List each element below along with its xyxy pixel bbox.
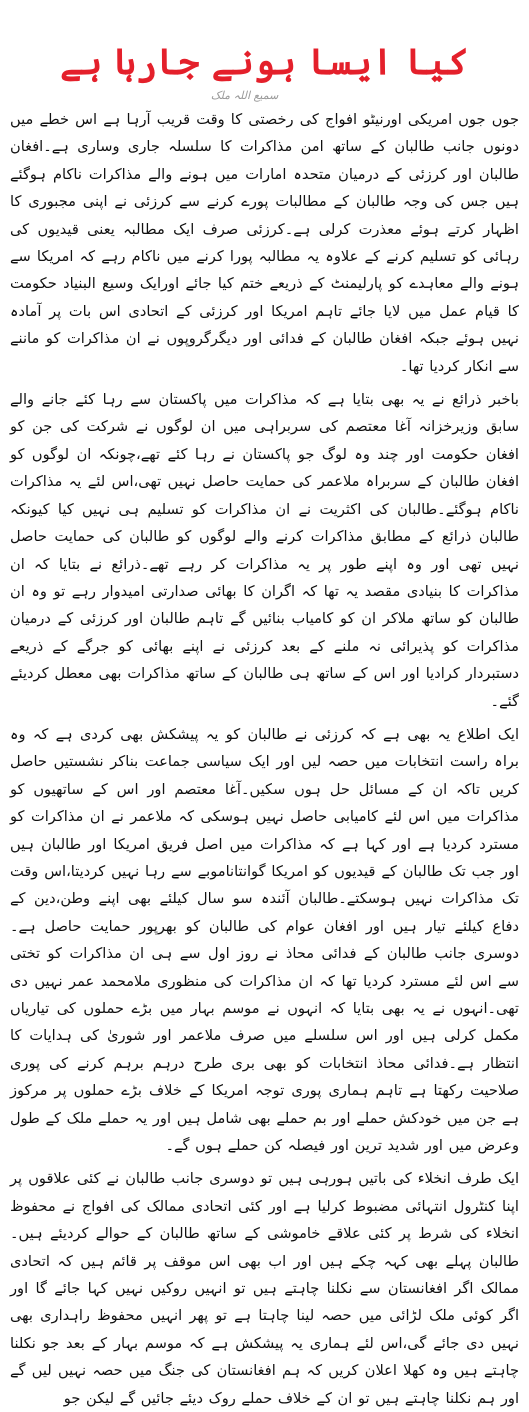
article-paragraph-4: ایک طرف انخلاء کی باتیں ہورہی ہیں تو دوسری جانب طالبان نے کئی علاقوں پر اپنا کنٹرول انتہائی مضبوط کرلیا ہے اور کئی اتحادی ممالک کی افواج نے محفوظ انخلاء کی شرط پر کئی علاقے خاموشی کے ساتھ طالبان کے حوالے کردیئے ہیں۔طالبان پہلے بھی کہہ چکے ہیں اور اب بھی اس موقف پر قائم ہیں کہ اتحادی ممالک اگر افغانستان سے نکلنا چاہتے ہیں تو انہیں روکیں نہیں کہا جائے گا اور اگر کوئی ملک لڑائی میں حصہ لینا چاہتا ہے تو پھر انہیں محفوظ راہداری بھی نہیں دی جائے گی،اس لئے ہماری یہ پیشکش ہے کہ موسم بہار کے بعد جو نکلنا چاہتے ہیں وہ کھلا اعلان کریں کہ ہم افغانستان کی جنگ میں حصہ نہیں لیں گے اور ہم نکلنا چاہتے ہیں تو ان کے خلاف حملے روک دیئے جائیں گے لیکن جو — [10, 1170, 519, 1407]
article-author: سمیع اللہ ملک — [210, 89, 279, 102]
article-paragraph-1: جوں جوں امریکی اورنیٹو افواج کی رخصتی کا وقت قریب آرہا ہے اس خطے میں دونوں جانب طالبان کے ساتھ امن مذاکرات کا سلسلہ جاری وساری ہے۔افغان طالبان اور کرزئی کے درمیان متحدہ امارات میں ہونے والے مذاکرات ناکام ہوگئے ہیں جس کی وجہ طالبان کے مطالبات پورے کرنے سے کرزئی نے اپنی مجبوری کا اظہار کرتے ہوئے معذرت کرلی ہے۔کرزئی صرف ایک مطالبہ یعنی قیدیوں کی رہائی کو تسلیم کرنے کے علاوہ یہ مطالبہ پورا کرنے میں ناکام رہے کہ امریکا سے ہونے والے معاہدے کو پارلیمنٹ کے ذریعے ختم کیا جائے اورایک وسیع البنیاد حکومت کا قیام عمل میں لایا جائے تاہم امریکا اور کرزئی کے اتحادی اس بات پر آمادہ نہیں ہوئے جبکہ افغان طالبان کے فدائی اور دیگرگروپوں نے ان مذاکرات کو ماننے سے انکار کردیا تھا۔ — [10, 111, 519, 375]
article-paragraph-3: ایک اطلاع یہ بھی ہے کہ کرزئی نے طالبان کو یہ پیشکش بھی کردی ہے کہ وہ براہ راست انتخابات میں حصہ لیں اور ایک سیاسی جماعت بناکر نشستیں حاصل کریں تاکہ ان کے مسائل حل ہوں سکیں۔آغا معتصم اور اس کے ساتھیوں کو مذاکرات میں اس لئے کامیابی حاصل نہیں ہوسکی کہ ملاعمر نے ان مذاکرات کو مسترد کردیا ہے اور کہا ہے کہ مذاکرات میں اصل فریق امریکا اور طالبان ہیں اور جب تک طالبان کے قیدیوں کو امریکا گوانتاناموبے سے رہا نہیں کردیتا،اس وقت تک مذاکرات نہیں ہوسکتے۔طالبان آئندہ سو سال کیلئے بھی اپنے وطن،دین کے دفاع کیلئے تیار ہیں اور افغان عوام کی طالبان کو بھرپور حمایت حاصل ہے۔دوسری جانب طالبان کے فدائی محاذ نے روز اول سے ہی ان مذاکرات کو تختی سے اس لئے مسترد کردیا تھا کہ ان مذاکرات کی منظوری ملامحمد عمر نہیں دی تھی۔انہوں نے یہ بھی بتایا کہ انہوں نے موسم بہار میں بڑے حملوں کی تیاریاں مکمل کرلی ہیں اور اس سلسلے میں صرف ملاعمر اور شوریٰ کی ہدایات کا انتظار ہے۔فدائی محاذ انتخابات کو بھی بری طرح درہم برہم کرنے کی پوری صلاحیت رکھتا ہے تاہم ہماری پوری توجہ امریکا کے خلاف بڑے حملوں پر مرکوز ہے جن میں خودکش حملے اور بم حملے بھی شامل ہیں اور یہ حملے ملک کے طول وعرض میں اور شدید ترین اور فیصلہ کن حملے ہوں گے۔ — [10, 725, 519, 1155]
article-body — [10, 106, 519, 1412]
article-title: کیا ایسا ہونے جارہا ہے — [60, 41, 469, 83]
article-paragraph-2: باخبر ذرائع نے یہ بھی بتایا ہے کہ مذاکرات میں پاکستان سے رہا کئے جانے والے سابق وزیرخزانہ آغا معتصم کی سربراہی میں ان لوگوں نے شرکت کی جن کو افغان حکومت اور چند وہ لوگ جو پاکستان نے رہا کئے تھے،چونکہ ان لوگوں کو افغان طالبان کے سربراہ ملاعمر کی حمایت حاصل نہیں تھی،اس لئے یہ مذاکرات ناکام ہوگئے۔طالبان کی اکثریت نے ان مذاکرات کو تسلیم ہی نہیں کیا کیونکہ طالبان ذرائع کے مطابق مذاکرات کرنے والے لوگوں کو طالبان کی حمایت حاصل نہیں تھی اور وہ اپنے طور پر یہ مذاکرات کر رہے تھے۔ذرائع نے بتایا کہ ان مذاکرات کا بنیادی مقصد یہ تھا کہ اگران کا بھائی صدارتی امیدوار رہے تو وہ ان طالبان کو ساتھ ملاکر ان کو کامیاب بنائیں گے تاہم طالبان اور کرزئی کے درمیان مذاکرات کو پذیرائی نہ ملنے کے بعد کرزئی نے اپنے بھائی کو جرگے کے ذریعے دستبردار کرادیا اور اس کے ساتھ ہی طالبان کے ساتھ مذاکرات بھی معطل کردیئے گئے۔ — [10, 391, 519, 710]
